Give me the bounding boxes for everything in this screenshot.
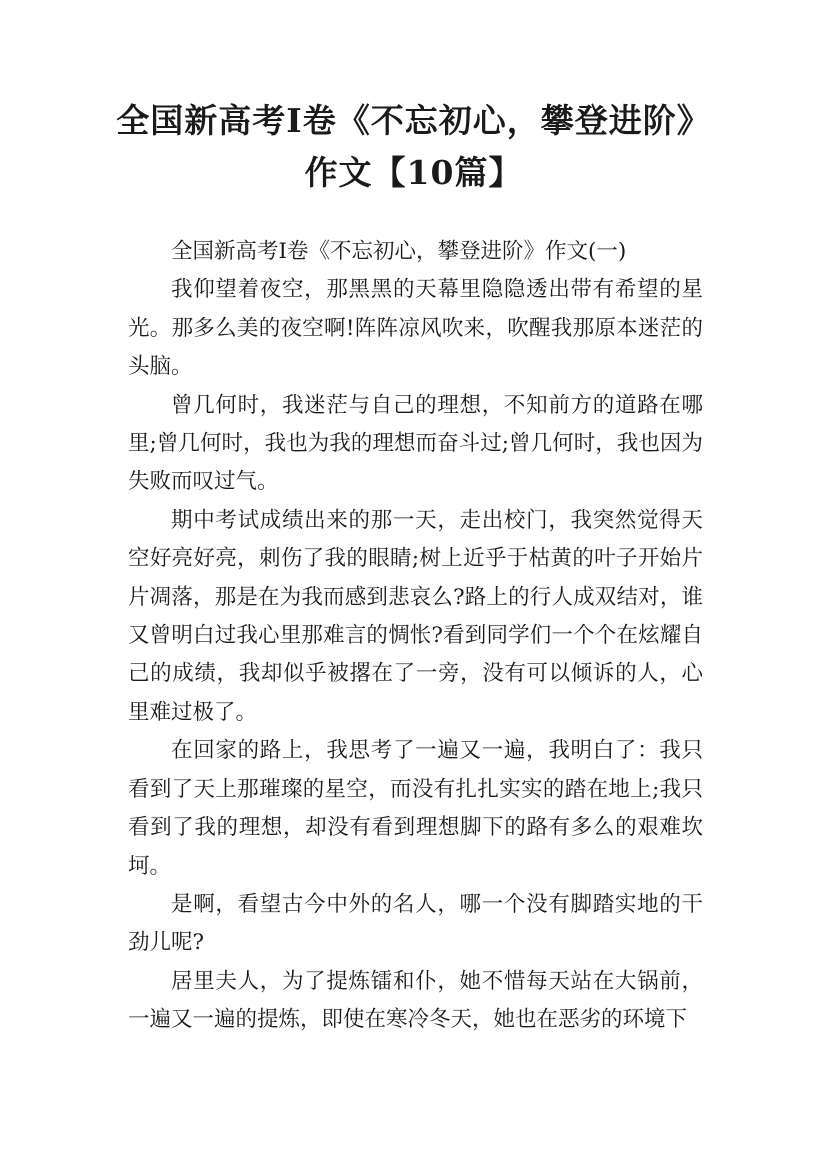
paragraph: 曾几何时，我迷茫与自己的理想，不知前方的道路在哪里;曾几何时，我也为我的理想而奋斗过;曾几何时，我也因为失败而叹过气。 — [128, 392, 703, 495]
paragraph: 在回家的路上，我思考了一遍又一遍，我明白了：我只看到了天上那璀璨的星空，而没有扎扎实实的踏在地上;我只看到了我的理想，却没有看到理想脚下的路有多么的艰难坎坷。 — [128, 738, 703, 879]
document-title: 全国新高考Ⅰ卷《不忘初心，攀登进阶》作文【10篇】 — [116, 101, 711, 192]
document-body — [128, 233, 703, 1040]
paragraph: 居里夫人，为了提炼镭和仆，她不惜每天站在大锅前，一遍又一遍的提炼，即使在寒冷冬天，她也在恶劣的环境下 — [128, 968, 703, 1033]
section-heading: 全国新高考Ⅰ卷《不忘初心，攀登进阶》作文(一) — [171, 239, 627, 264]
paragraph: 是啊，看望古今中外的名人，哪一个没有脚踏实地的干劲儿呢? — [128, 891, 703, 956]
paragraph: 期中考试成绩出来的那一天，走出校门，我突然觉得天空好亮好亮，刺伤了我的眼睛;树上近乎于枯黄的叶子开始片片凋落，那是在为我而感到悲哀么?路上的行人成双结对，谁又曾明白过我心里那难言的惆怅?看到同学们一个个在炫耀自己的成绩，我却似乎被撂在了一旁，没有可以倾诉的人，心里难过极了。 — [128, 507, 703, 725]
paragraph: 我仰望着夜空，那黑黑的天幕里隐隐透出带有希望的星光。那多么美的夜空啊!阵阵凉风吹来，吹醒我那原本迷茫的头脑。 — [128, 277, 703, 380]
